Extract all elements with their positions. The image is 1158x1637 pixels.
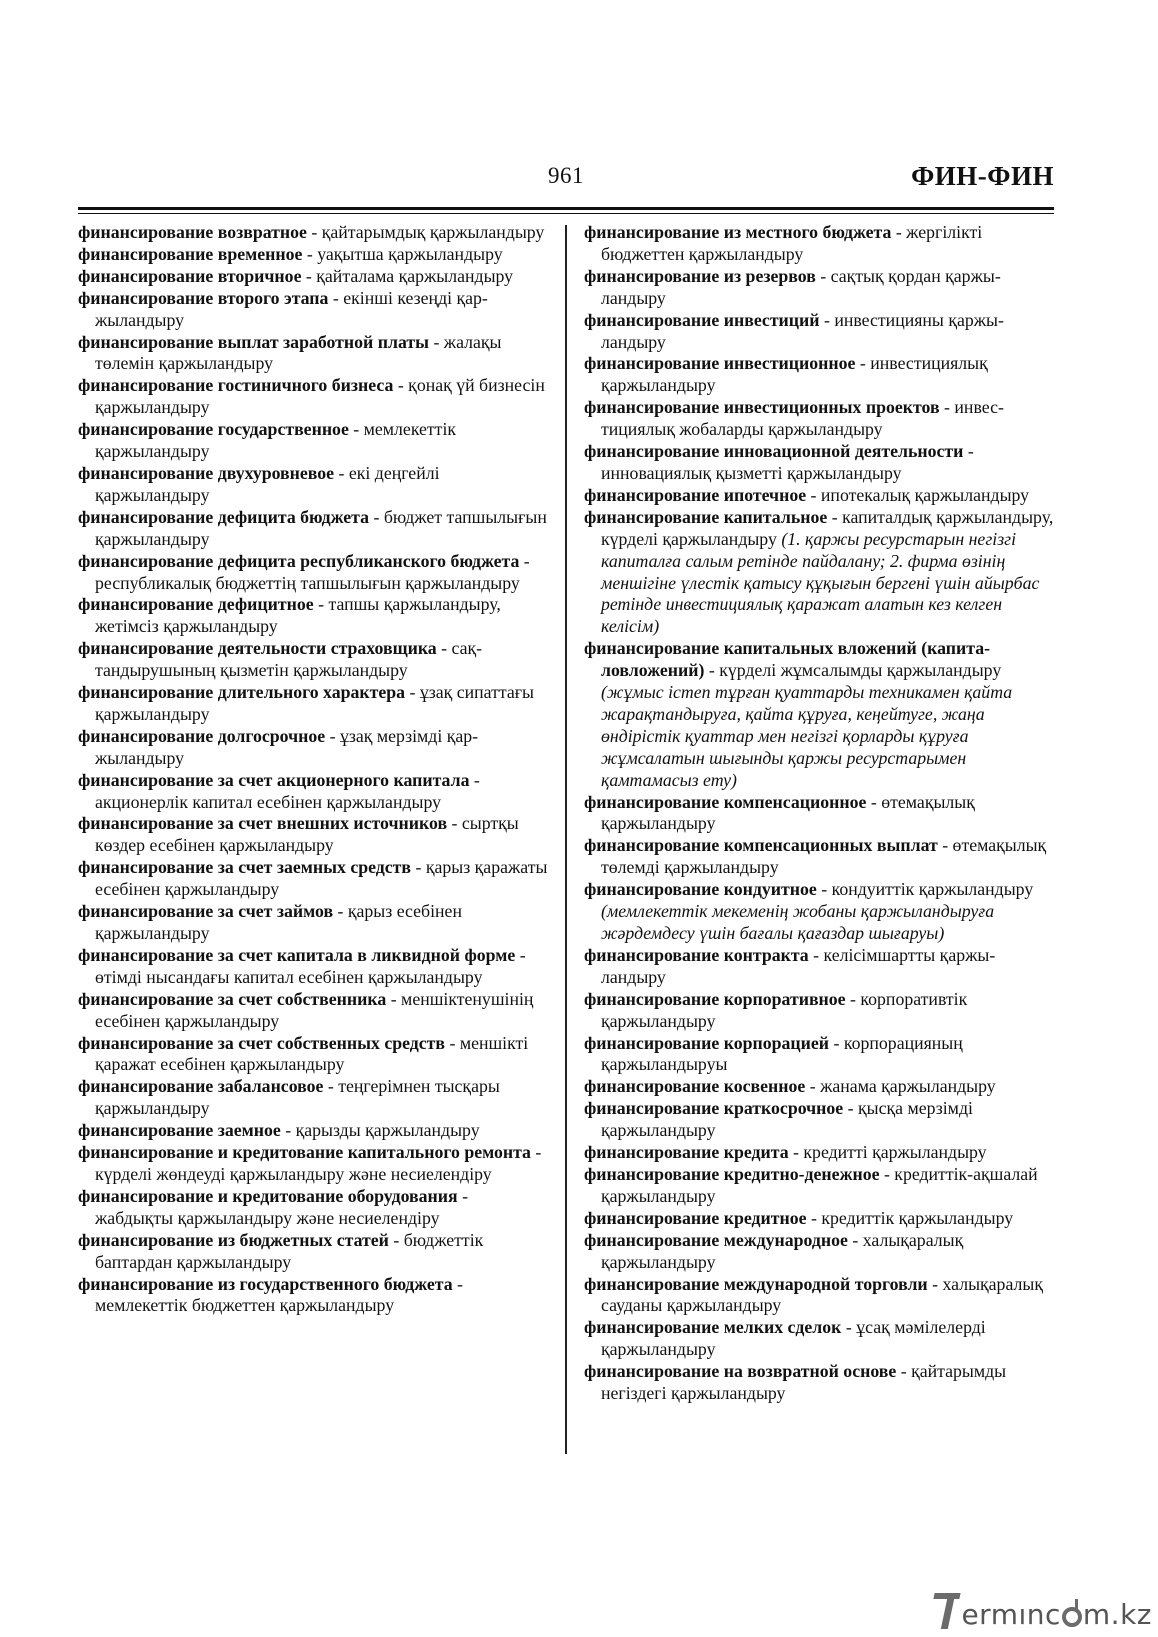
entry-term: финансирование контракта [584, 944, 809, 965]
entry-definition: - корпоративтік қаржыландыру [601, 988, 968, 1031]
entry-definition: - қарыз қаражаты есебінен қаржыландыру [95, 857, 548, 900]
entry-definition: - кондуиттік қаржыландыру [816, 879, 1034, 900]
entry-definition: - бюджеттік баптардан қаржыландыру [95, 1229, 484, 1272]
entry-term: финансирование корпоративное [584, 988, 846, 1009]
entry-term: финансирование за счет заемных средств [78, 857, 412, 878]
entry-definition: - меншікті қаражат есебінен қаржыландыру [95, 1032, 529, 1075]
dictionary-entry [78, 266, 548, 288]
entry-term: финансирование инвестиционных проектов [584, 397, 940, 418]
entry-note: (1. қаржы ресурстарын негізгі капиталға салым ретінде пайдалану; 2. фирма өзінің меншігіне үлестік қатысу құқығын бергені үшін айырбас ретінде инвестициялық қаражат алатын кез келген келісім) [601, 528, 1040, 637]
dictionary-entry [584, 945, 1054, 989]
dictionary-entry [78, 1076, 548, 1120]
entry-term: финансирование двухуровневое [78, 462, 335, 483]
dictionary-entry [78, 288, 548, 332]
dictionary-entry [78, 463, 548, 507]
entry-definition: - күрделі жөндеуді қаржыландыру және несиелендіру [95, 1142, 542, 1184]
dictionary-entry [78, 1274, 548, 1318]
entry-term: финансирование дефицита республиканского бюджета [78, 550, 520, 571]
entry-term: финансирование кредита [584, 1142, 789, 1163]
entry-term: финансирование длительного характера [78, 682, 406, 703]
entry-definition: - инвестициялық қаржыландыру [601, 353, 988, 396]
dictionary-entry [584, 353, 1054, 397]
header-rule-thin [78, 213, 1054, 214]
entry-term: финансирование возвратное [78, 222, 307, 242]
dictionary-entry [584, 638, 1054, 791]
logo-text-part1: ermınc [961, 1598, 1061, 1631]
logo-t-icon [934, 1591, 960, 1631]
running-head: ФИН-ФИН [911, 161, 1054, 191]
dictionary-entry [584, 441, 1054, 485]
logo-o-icon [1062, 1607, 1082, 1627]
entry-definition: - инвестицияны қаржыландыру [601, 309, 1004, 352]
dictionary-entry [78, 813, 548, 857]
entry-term: финансирование косвенное [584, 1076, 806, 1097]
entry-definition: - акционерлік капитал есебінен қаржыландыру [95, 769, 480, 812]
dictionary-entry [584, 222, 1054, 266]
entry-definition: - мемлекеттік қаржыландыру [95, 419, 457, 462]
entry-definition: - теңгерімнен тысқары қаржыландыру [95, 1076, 500, 1119]
entry-term: финансирование инвестиций [584, 309, 820, 330]
entry-definition: - қысқа мерзімді қаржыландыру [601, 1098, 973, 1141]
entry-term: финансирование инновационной деятельности [584, 441, 964, 462]
entry-definition: - қайталама қаржыландыру [301, 265, 514, 286]
right-column [584, 222, 1054, 1405]
dictionary-entry [584, 507, 1054, 638]
entry-definition: - тапшы қаржыландыру, жетімсіз қаржыландыру [95, 594, 501, 637]
entry-definition: - сақтандырушының қызметін қаржыландыру [95, 638, 483, 681]
dictionary-entry [78, 594, 548, 638]
dictionary-entry [78, 375, 548, 419]
dictionary-entry [584, 1076, 1054, 1098]
entry-term: финансирование международное [584, 1229, 848, 1250]
entry-term: финансирование из государственного бюджета [78, 1273, 453, 1294]
entry-definition: - қарызды қаржыландыру [280, 1120, 480, 1141]
entry-definition: - уақытша қаржыландыру [302, 243, 503, 264]
entry-definition: - ұсақ мәмілелерді қаржыландыру [601, 1317, 986, 1360]
entry-definition: - сыртқы көздер есебінен қаржыландыру [95, 813, 519, 856]
entry-term: финансирование забалансовое [78, 1076, 324, 1097]
dictionary-entry [78, 1033, 548, 1077]
column-divider [565, 225, 567, 1454]
entry-term: финансирование компенсационное [584, 791, 867, 812]
dictionary-entry [78, 551, 548, 595]
entry-definition: - өтемақылық қаржыландыру [601, 791, 975, 834]
dictionary-entry [584, 835, 1054, 879]
entry-definition: - корпорацияның қаржыландыруы [601, 1032, 963, 1075]
dictionary-entry [78, 857, 548, 901]
entry-term: финансирование и кредитование капитального ремонта [78, 1142, 531, 1163]
entry-definition: - меншіктенушінің есебінен қаржыландыру [95, 988, 534, 1031]
entry-term: финансирование кондуитное [584, 879, 817, 900]
dictionary-entry [78, 638, 548, 682]
entry-term: финансирование выплат заработной платы [78, 331, 429, 352]
dictionary-entry [78, 1230, 548, 1274]
entry-note: (жұмыс істеп тұрған қуаттарды техникамен қайта жарақтандыруға, қайта құруға, кеңейтуге, жаңа өндірістік қуаттар мен негізгі қорларды құруға жұмсалатын шығынды қаржы ресурстарымен қамтамасыз ету) [601, 682, 1013, 790]
entry-definition: - екінші кезеңді қаржыландыру [95, 287, 488, 330]
dictionary-entry [78, 770, 548, 814]
dictionary-entry [78, 507, 548, 551]
dictionary-entry [584, 1164, 1054, 1208]
dictionary-entry [78, 989, 548, 1033]
entry-term: финансирование компенсационных выплат [584, 835, 938, 856]
dictionary-entry [78, 1142, 548, 1186]
dictionary-entry [584, 485, 1054, 507]
entry-term: финансирование за счет акционерного капитала [78, 769, 470, 790]
entry-term: финансирование инвестиционное [584, 353, 856, 374]
entry-definition: - ұзақ сипаттағы қаржыландыру [95, 682, 534, 724]
entry-term: финансирование за счет капитала в ликвидной форме [78, 944, 516, 965]
entry-term: финансирование долгосрочное [78, 725, 326, 746]
entry-term: финансирование кредитно-денежное [584, 1163, 880, 1184]
entry-term: финансирование и кредитование оборудования [78, 1185, 458, 1206]
entry-definition: - ұзақ мерзімді қаржыландыру [95, 725, 479, 768]
dictionary-entry [78, 1186, 548, 1230]
dictionary-entry [584, 1361, 1054, 1405]
entry-definition: - жалақы төлемін қаржыландыру [95, 331, 502, 374]
entry-term: финансирование за счет собственника [78, 988, 387, 1009]
entry-definition: - өтемақылық төлемді қаржыландыру [601, 835, 1047, 878]
dictionary-entry [78, 332, 548, 376]
entry-term: финансирование капитальное [584, 506, 828, 527]
dictionary-entry [78, 726, 548, 770]
entry-term: финансирование кредитное [584, 1207, 807, 1228]
entry-term: финансирование за счет займов [78, 901, 334, 922]
entry-term: финансирование второго этапа [78, 287, 329, 308]
entry-definition: - инвестициялық жобаларды қаржыландыру [601, 397, 1004, 440]
entry-term: финансирование вторичное [78, 265, 302, 286]
dictionary-entry [78, 945, 548, 989]
entry-definition: - бюджет тапшылығын қаржыландыру [95, 506, 547, 549]
terminco-logo[interactable] [934, 1587, 1152, 1631]
entry-definition: - халықаралық қаржыландыру [601, 1229, 964, 1272]
left-column [78, 222, 548, 1317]
entry-term: финансирование временное [78, 243, 303, 264]
entry-definition: - күрделі жұмсалымды қаржыландыру [704, 660, 1002, 681]
dictionary-entry [78, 1120, 548, 1142]
header-rule-thick [78, 207, 1054, 210]
entry-term: финансирование из резервов [584, 265, 816, 286]
entry-term: финансирование корпорацией [584, 1032, 830, 1053]
entry-term: финансирование краткосрочное [584, 1098, 844, 1119]
entry-definition: - капиталдық қаржыландыру, күрделі қаржыландыру [601, 506, 1054, 549]
dictionary-entry [584, 1142, 1054, 1164]
entry-definition: - жергілікті бюджеттен қаржыландыру [601, 222, 983, 264]
dictionary-entry [78, 244, 548, 266]
dictionary-entry [584, 1098, 1054, 1142]
entry-definition: - екі деңгейлі қаржыландыру [95, 462, 440, 505]
dictionary-entry [584, 1317, 1054, 1361]
dictionary-entry [584, 989, 1054, 1033]
dictionary-entry [78, 682, 548, 726]
logo-text-part2: m.kz [1082, 1598, 1152, 1631]
entry-term: финансирование из местного бюджета [584, 222, 892, 242]
dictionary-entry [584, 1033, 1054, 1077]
dictionary-entry [78, 901, 548, 945]
entry-definition: - келісімшартты қаржыландыру [601, 944, 996, 987]
entry-term: финансирование международной торговли [584, 1273, 928, 1294]
entry-term: финансирование заемное [78, 1120, 281, 1141]
entry-term: финансирование на возвратной основе [584, 1361, 897, 1382]
page-header [78, 153, 1054, 213]
entry-definition: - өтімді нысандағы капитал есебінен қаржыландыру [95, 944, 526, 987]
dictionary-entry [584, 1208, 1054, 1230]
entry-definition: - халықаралық сауданы қаржыландыру [601, 1273, 1043, 1316]
entry-definition: - инновациялық қызметті қаржыландыру [601, 441, 974, 483]
entry-definition: - қайтарымды негіздегі қаржыландыру [601, 1361, 1007, 1404]
entry-term: финансирование дефицитное [78, 594, 314, 615]
entry-definition: - жанама қаржыландыру [805, 1076, 996, 1097]
entry-definition: - мемлекеттік бюджеттен қаржыландыру [95, 1273, 463, 1316]
entry-term: финансирование за счет внешних источников [78, 813, 448, 834]
dictionary-entry [584, 879, 1054, 945]
entry-term: финансирование деятельности страховщика [78, 638, 437, 659]
entry-definition: - қонақ үй бизнесін қаржыландыру [95, 375, 545, 418]
entry-term: финансирование государственное [78, 419, 349, 440]
entry-definition: - қарыз есебінен қаржыландыру [95, 901, 462, 943]
entry-definition: - сақтық қордан қаржыландыру [601, 265, 1001, 308]
entry-term: финансирование гостиничного бизнеса [78, 375, 394, 396]
entry-definition: - кредитті қаржыландыру [788, 1142, 987, 1163]
entry-definition: - республикалық бюджеттің тапшылығын қаржыландыру [95, 550, 530, 593]
dictionary-entry [584, 1274, 1054, 1318]
dictionary-entry [584, 397, 1054, 441]
entry-term: финансирование капитальных вложений (капиталовложений) [584, 638, 991, 681]
entry-note: (мемлекеттік мекеменің жобаны қаржыландыруға жәрдемдесу үшін бағалы қағаздар шығаруы) [601, 901, 995, 943]
dictionary-entry [584, 310, 1054, 354]
dictionary-entry [584, 266, 1054, 310]
entry-definition: - кредиттік қаржыландыру [806, 1207, 1014, 1228]
entry-term: финансирование из бюджетных статей [78, 1229, 389, 1250]
entry-definition: - қайтарымдық қаржыландыру [306, 222, 545, 242]
dictionary-entry [78, 419, 548, 463]
entry-term: финансирование мелких сделок [584, 1317, 842, 1338]
dictionary-entry [78, 222, 548, 244]
page-number: 961 [548, 163, 584, 188]
entry-definition: - жабдықты қаржыландыру және несиелендіру [95, 1185, 468, 1228]
entry-term: финансирование ипотечное [584, 484, 807, 505]
entry-definition: - кредиттік-ақшалай қаржыландыру [601, 1163, 1038, 1206]
entry-term: финансирование дефицита бюджета [78, 506, 370, 527]
entry-term: финансирование за счет собственных средств [78, 1032, 446, 1053]
dictionary-entry [584, 792, 1054, 836]
dictionary-entry [584, 1230, 1054, 1274]
entry-definition: - ипотекалық қаржыландыру [806, 484, 1030, 505]
